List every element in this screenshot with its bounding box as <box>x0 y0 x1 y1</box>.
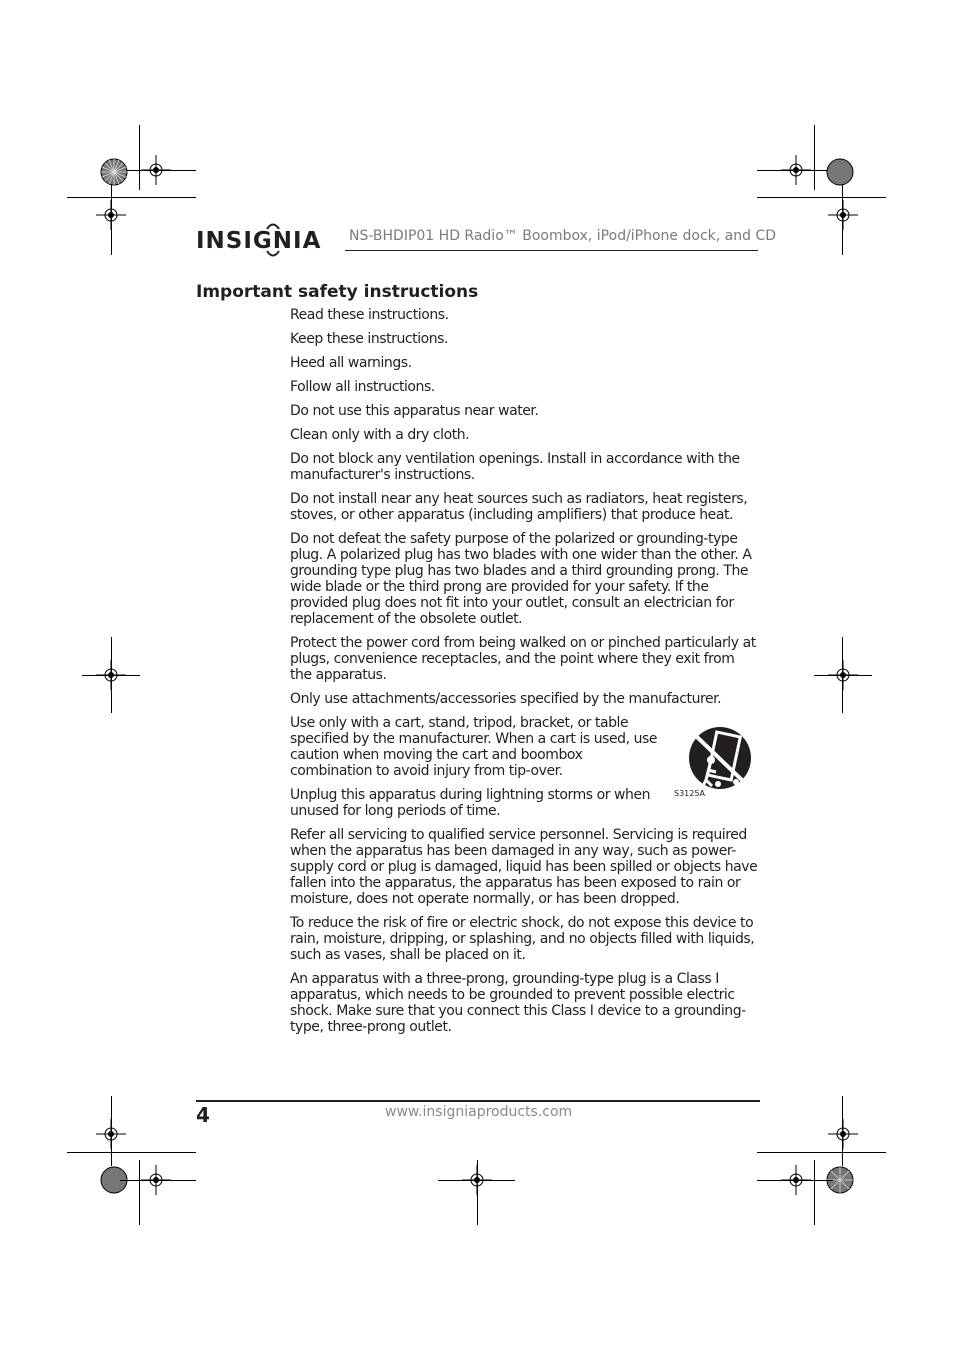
color-star-target-icon <box>100 158 128 186</box>
instruction-item: Do not install near any heat sources such as radiators, heat registers, stoves, or other apparatus (including amplifiers) that produce heat. <box>290 491 748 523</box>
logo-arc-icon <box>266 222 280 230</box>
instruction-item: Follow all instructions. <box>290 379 435 395</box>
registration-mark-icon <box>781 1165 811 1195</box>
instruction-item: Unplug this apparatus during lightning storms or when unused for long periods of time. <box>290 787 651 819</box>
registration-mark-icon <box>828 660 858 690</box>
logo-text: INSIGNIA <box>196 228 322 254</box>
instruction-item: Protect the power cord from being walked on or pinched particularly at plugs, convenience receptacles, and the point where they exit from the apparatus. <box>290 635 756 683</box>
registration-mark-icon <box>96 1119 126 1149</box>
instruction-item: Only use attachments/accessories specified by the manufacturer. <box>290 691 722 707</box>
registration-mark-icon <box>96 660 126 690</box>
registration-mark-icon <box>781 155 811 185</box>
instruction-list <box>290 307 758 1043</box>
registration-mark-icon <box>96 200 126 230</box>
registration-mark-icon <box>462 1165 492 1195</box>
instruction-item: Use only with a cart, stand, tripod, bracket, or table specified by the manufacturer. When a cart is used, use caution when moving the cart and boombox combination to avoid injury from tip-over. <box>290 715 658 779</box>
footer-rule <box>196 1100 760 1102</box>
instruction-item: To reduce the risk of fire or electric shock, do not expose this device to rain, moisture, dripping, or splashing, and no objects filled with liquids, such as vases, shall be placed on it. <box>290 915 755 963</box>
registration-mark-icon <box>828 1119 858 1149</box>
instruction-item: Keep these instructions. <box>290 331 449 347</box>
registration-mark-icon <box>828 200 858 230</box>
instruction-item: Do not use this apparatus near water. <box>290 403 539 419</box>
instruction-item: An apparatus with a three-prong, grounding-type plug is a Class I apparatus, which needs to be grounded to prevent possible electric shock. Make sure that you connect this Class I device to a grounding-type, three-prong outlet. <box>290 971 746 1035</box>
section-heading: Important safety instructions <box>196 282 479 302</box>
header-rule <box>345 250 758 251</box>
instruction-item: Heed all warnings. <box>290 355 412 371</box>
registration-mark-icon <box>141 155 171 185</box>
insignia-logo <box>196 228 321 254</box>
instruction-item: Do not block any ventilation openings. Install in accordance with the manufacturer's instructions. <box>290 451 740 483</box>
product-title: NS-BHDIP01 HD Radio™ Boombox, iPod/iPhone dock, and CD <box>349 228 776 244</box>
registration-mark-icon <box>141 1165 171 1195</box>
instruction-item: Read these instructions. <box>290 307 449 323</box>
footer-url[interactable]: www.insigniaproducts.com <box>385 1104 573 1120</box>
instruction-item: Clean only with a dry cloth. <box>290 427 470 443</box>
instruction-item: Refer all servicing to qualified service personnel. Servicing is required when the apparatus has been damaged in any way, such as power-supply cord or plug is damaged, liquid has been spilled or objects have fallen into the apparatus, the apparatus has been exposed to rain or moisture, does not operate normally, or has been dropped. <box>290 827 758 907</box>
color-star-target-icon <box>826 158 854 186</box>
logo-arc-icon <box>266 250 280 258</box>
instruction-item: Do not defeat the safety purpose of the polarized or grounding-type plug. A polarized plug has two blades with one wider than the other. A grounding type plug has two blades and a third grounding prong. The wide blade or the third prong are provided for your safety. If the provided plug does not fit into your outlet, consult an electrician for replacement of the obsolete outlet. <box>290 531 752 627</box>
page-number: 4 <box>196 1103 210 1127</box>
figure-code: S3125A <box>674 789 705 798</box>
